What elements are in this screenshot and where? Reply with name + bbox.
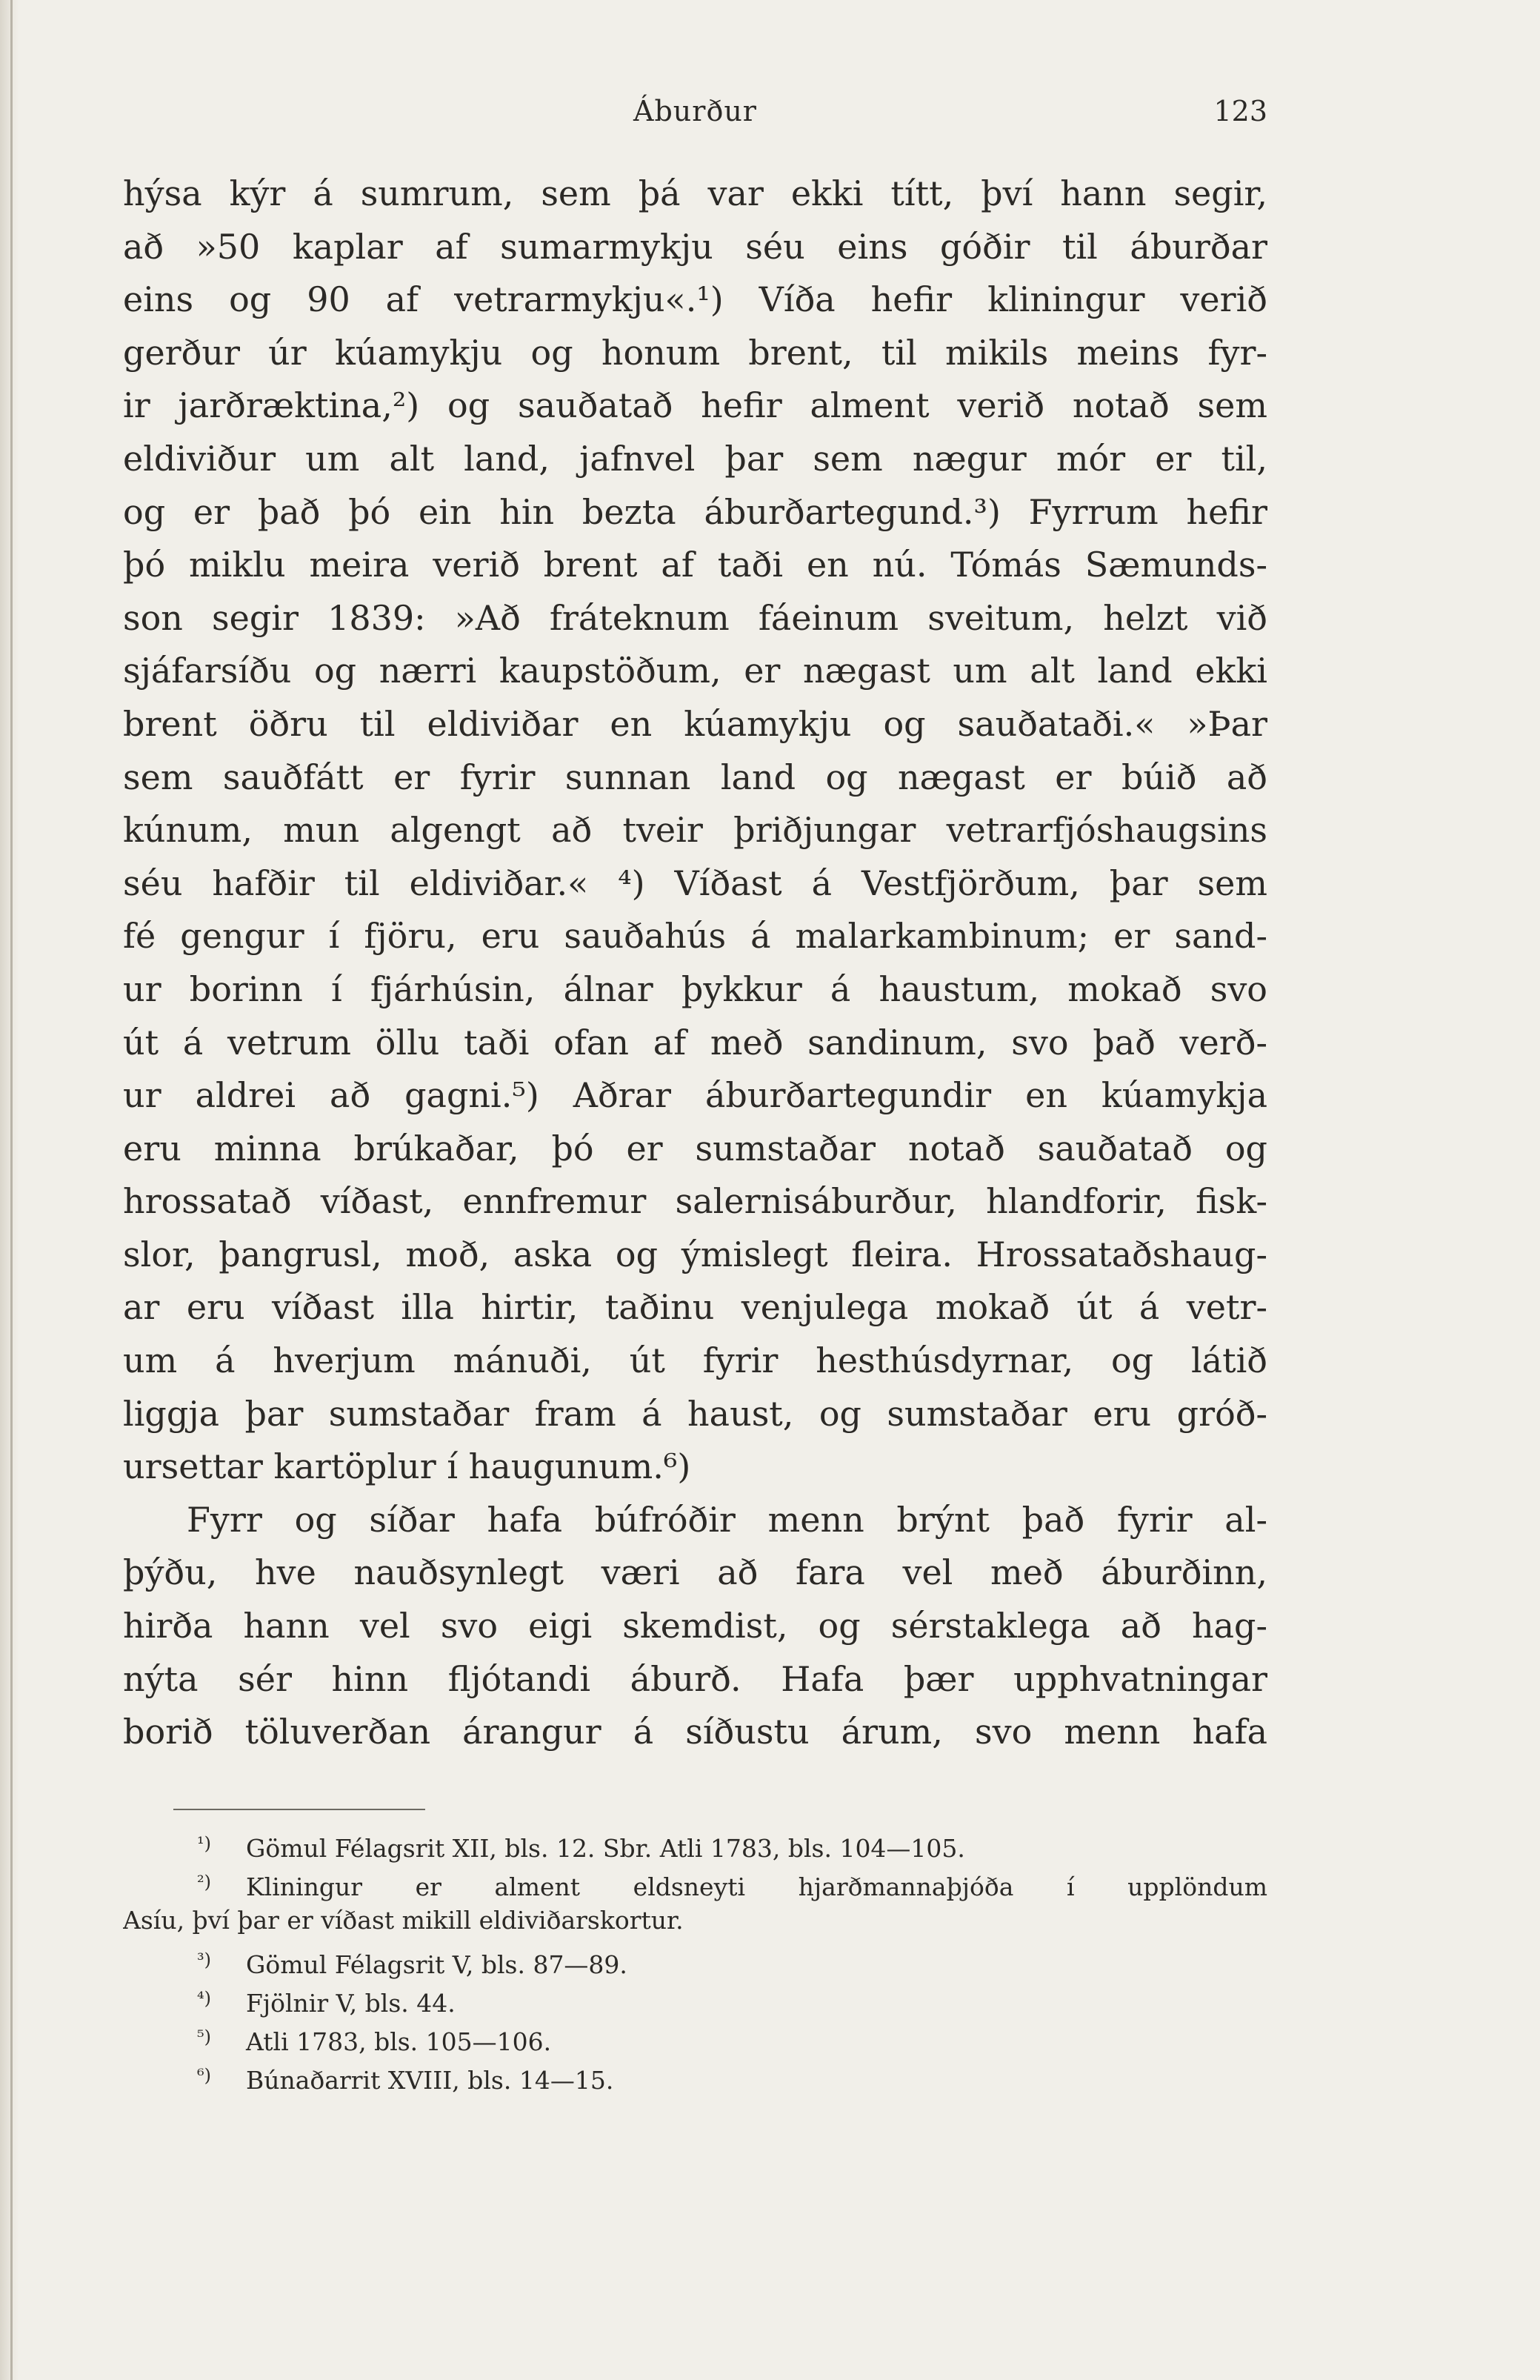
text-line: son segir 1839: »Að fráteknum fáeinum sveitum, helzt við — [123, 597, 1267, 638]
text-line: slor, þangrusl, moð, aska og ýmislegt fleira. Hrossataðshaug- — [123, 1234, 1267, 1274]
text-line: eins og 90 af vetrarmykju«.¹) Víða hefir kliningur verið — [123, 279, 1267, 320]
text-line: eldiviður um alt land, jafnvel þar sem nægur mór er til, — [123, 438, 1267, 479]
text-line: eru minna brúkaðar, þó er sumstaðar notað sauðatað og — [123, 1128, 1267, 1169]
running-head — [123, 95, 1267, 139]
text-line: ir jarðræktina,²) og sauðatað hefir alment verið notað sem — [123, 385, 1267, 426]
footnote-marker: ⁶) — [197, 2065, 211, 2087]
footnote-6 — [123, 2056, 1267, 2095]
page-number: 123 — [1213, 95, 1267, 127]
footnote-text: Fjölnir V, bls. 44. — [246, 1988, 456, 2018]
footnote-text: Atli 1783, bls. 105—106. — [246, 2027, 552, 2056]
footnote-text: Gömul Félagsrit V, bls. 87—89. — [246, 1949, 627, 1979]
paragraph-start-line: Fyrr og síðar hafa búfróðir menn brýnt það fyrir al- — [187, 1499, 1267, 1540]
footnote-marker: ³) — [197, 1949, 211, 1970]
text-line: ar eru víðast illa hirtir, taðinu venjulega mokað út á vetr- — [123, 1287, 1267, 1328]
text-line: fé gengur í fjöru, eru sauðahús á malarkambinum; er sand- — [123, 916, 1267, 957]
text-line: út á vetrum öllu taði ofan af með sandinum, svo það verð- — [123, 1022, 1267, 1063]
footnote-3 — [123, 1941, 1267, 1979]
text-line: sjáfarsíðu og nærri kaupstöðum, er nægast um alt land ekki — [123, 651, 1267, 691]
text-line: hrossatað víðast, ennfremur salernisáburður, hlandforir, fisk- — [123, 1181, 1267, 1222]
text-line: brent öðru til eldiviðar en kúamykju og sauðataði.« »Þar — [123, 703, 1267, 744]
text-line: að »50 kaplar af sumarmykju séu eins góðir til áburðar — [123, 226, 1267, 267]
text-line: um á hverjum mánuði, út fyrir hesthúsdyrnar, og látið — [123, 1340, 1267, 1381]
footnote-text: Asíu, því þar er víðast mikill eldiviðarskortur. — [123, 1906, 684, 1935]
footnote-text: Kliningur er alment eldsneyti hjarðmannaþjóða í upplöndum — [246, 1872, 1267, 1902]
text-line: nýta sér hinn fljótandi áburð. Hafa þær upphvatningar — [123, 1658, 1267, 1699]
text-line: séu hafðir til eldiviðar.« ⁴) Víðast á Vestfjörðum, þar sem — [123, 862, 1267, 903]
text-line: þýðu, hve nauðsynlegt væri að fara vel með áburðinn, — [123, 1552, 1267, 1593]
footnote-divider — [173, 1809, 425, 1810]
footnote-marker: ¹) — [197, 1833, 211, 1854]
footnote-marker: ⁴) — [197, 1987, 211, 2009]
text-line: kúnum, mun algengt að tveir þriðjungar vetrarfjóshaugsins — [123, 810, 1267, 851]
page-gutter-shadow — [0, 0, 19, 2380]
footnote-text: Búnaðarrit XVIII, bls. 14—15. — [246, 2066, 614, 2095]
footnote-2 — [123, 1863, 1267, 1901]
text-line: sem sauðfátt er fyrir sunnan land og nægast er búið að — [123, 757, 1267, 797]
paragraph-end-line: ursettar kartöplur í haugunum.⁶) — [123, 1446, 691, 1487]
footnote-text: Gömul Félagsrit XII, bls. 12. Sbr. Atli 1783, bls. 104—105. — [246, 1834, 965, 1863]
footnotes — [123, 1824, 1267, 2095]
footnote-2-continuation — [123, 1901, 1267, 1940]
body-text — [123, 167, 1267, 1759]
text-line: þó miklu meira verið brent af taði en nú. Tómás Sæmunds- — [123, 545, 1267, 585]
binding-edge — [10, 0, 13, 2380]
running-title: Áburður — [633, 95, 757, 127]
footnote-5 — [123, 2018, 1267, 2056]
text-line: og er það þó ein hin bezta áburðartegund.³) Fyrrum hefir — [123, 491, 1267, 532]
text-line: borið töluverðan árangur á síðustu árum, svo menn hafa — [123, 1712, 1267, 1752]
text-line: liggja þar sumstaðar fram á haust, og sumstaðar eru gróð- — [123, 1393, 1267, 1434]
text-line: ur aldrei að gagni.⁵) Aðrar áburðartegundir en kúamykja — [123, 1075, 1267, 1116]
text-line: hýsa kýr á sumrum, sem þá var ekki títt, því hann segir, — [123, 173, 1267, 213]
text-line: gerður úr kúamykju og honum brent, til mikils meins fyr- — [123, 332, 1267, 373]
text-line: ur borinn í fjárhúsin, álnar þykkur á haustum, mokað svo — [123, 968, 1267, 1009]
footnote-marker: ²) — [197, 1872, 211, 1893]
footnote-4 — [123, 1979, 1267, 2018]
footnote-marker: ⁵) — [197, 2026, 211, 2047]
footnote-1 — [123, 1824, 1267, 1863]
text-line: hirða hann vel svo eigi skemdist, og sérstaklega að hag- — [123, 1606, 1267, 1646]
